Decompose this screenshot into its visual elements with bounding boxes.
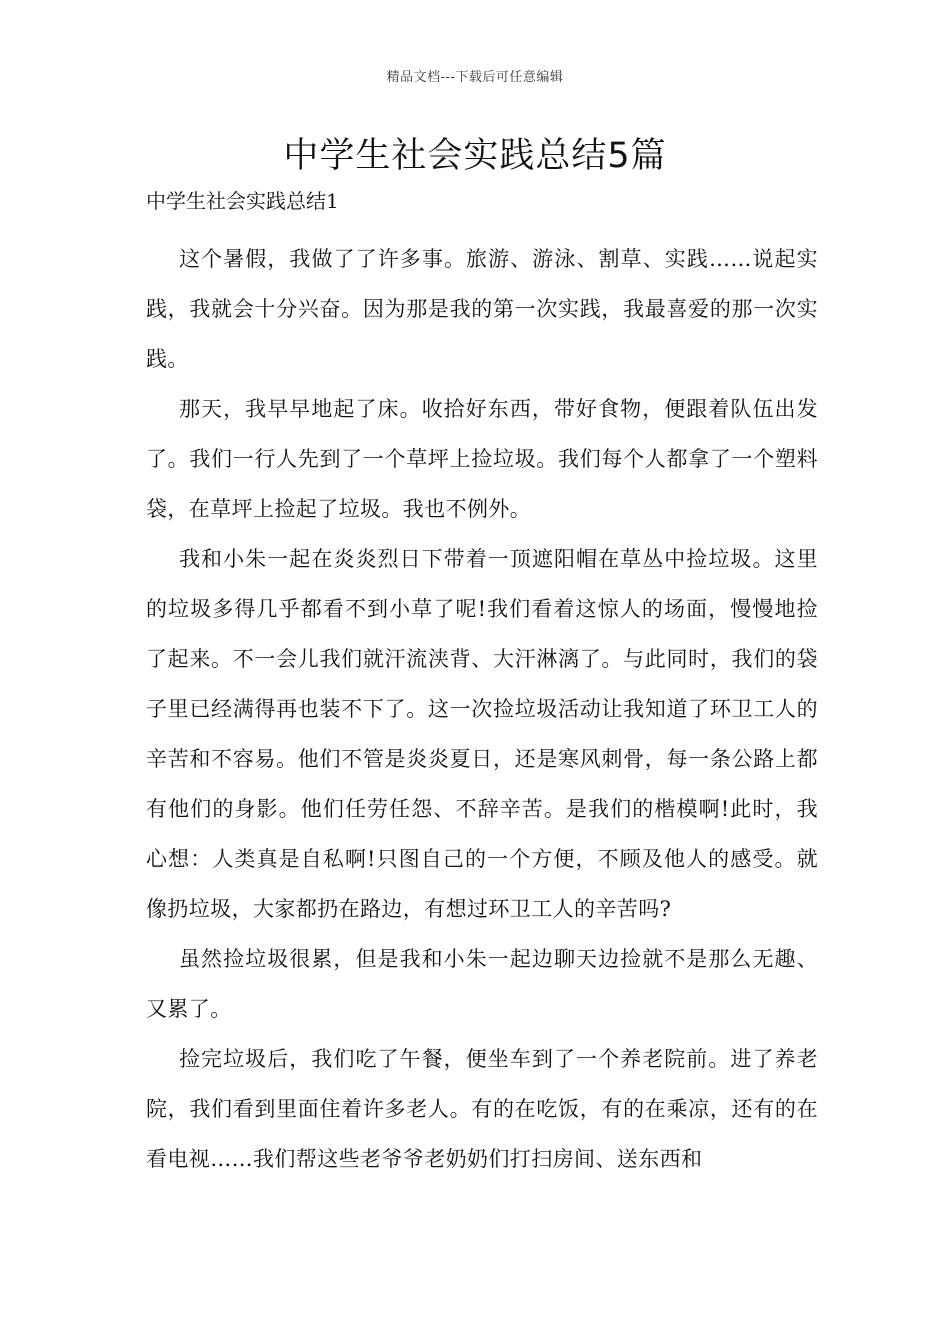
paragraph: 那天，我早早地起了床。收拾好东西，带好食物，便跟着队伍出发了。我们一行人先到了一个草坪上捡垃圾。我们每个人都拿了一个塑料袋，在草坪上捡起了垃圾。我也不例外。 — [146, 397, 818, 521]
section-subheading: 中学生社会实践总结1 — [146, 189, 339, 213]
paragraph: 我和小朱一起在炎炎烈日下带着一顶遮阳帽在草丛中捡垃圾。这里的垃圾多得几乎都看不到小草了呢!我们看着这惊人的场面，慢慢地捡了起来。不一会儿我们就汗流浃背、大汗淋漓了。与此同时，我们的袋子里已经满得再也装不下了。这一次捡垃圾活动让我知道了环卫工人的辛苦和不容易。他们不管是炎炎夏日，还是寒风刺骨，每一条公路上都有他们的身影。他们任劳任怨、不辞辛苦。是我们的楷模啊!此时，我心想：人类真是自私啊!只图自己的一个方便，不顾及他人的感受。就像扔垃圾，大家都扔在路边，有想过环卫工人的辛苦吗? — [146, 547, 818, 921]
document-title: 中学生社会实践总结5篇 — [283, 136, 667, 176]
paragraph: 虽然捡垃圾很累，但是我和小朱一起边聊天边捡就不是那么无趣、又累了。 — [146, 947, 818, 1021]
paragraph: 这个暑假，我做了了许多事。旅游、游泳、割草、实践……说起实践，我就会十分兴奋。因为那是我的第一次实践，我最喜爱的那一次实践。 — [146, 247, 818, 371]
body-text — [146, 234, 818, 1184]
header-note: 精品文档---下载后可任意编辑 — [386, 70, 564, 85]
paragraph: 捡完垃圾后，我们吃了午餐，便坐车到了一个养老院前。进了养老院，我们看到里面住着许多老人。有的在吃饭，有的在乘凉，还有的在看电视……我们帮这些老爷爷老奶奶们打扫房间、送东西和 — [146, 1047, 818, 1171]
